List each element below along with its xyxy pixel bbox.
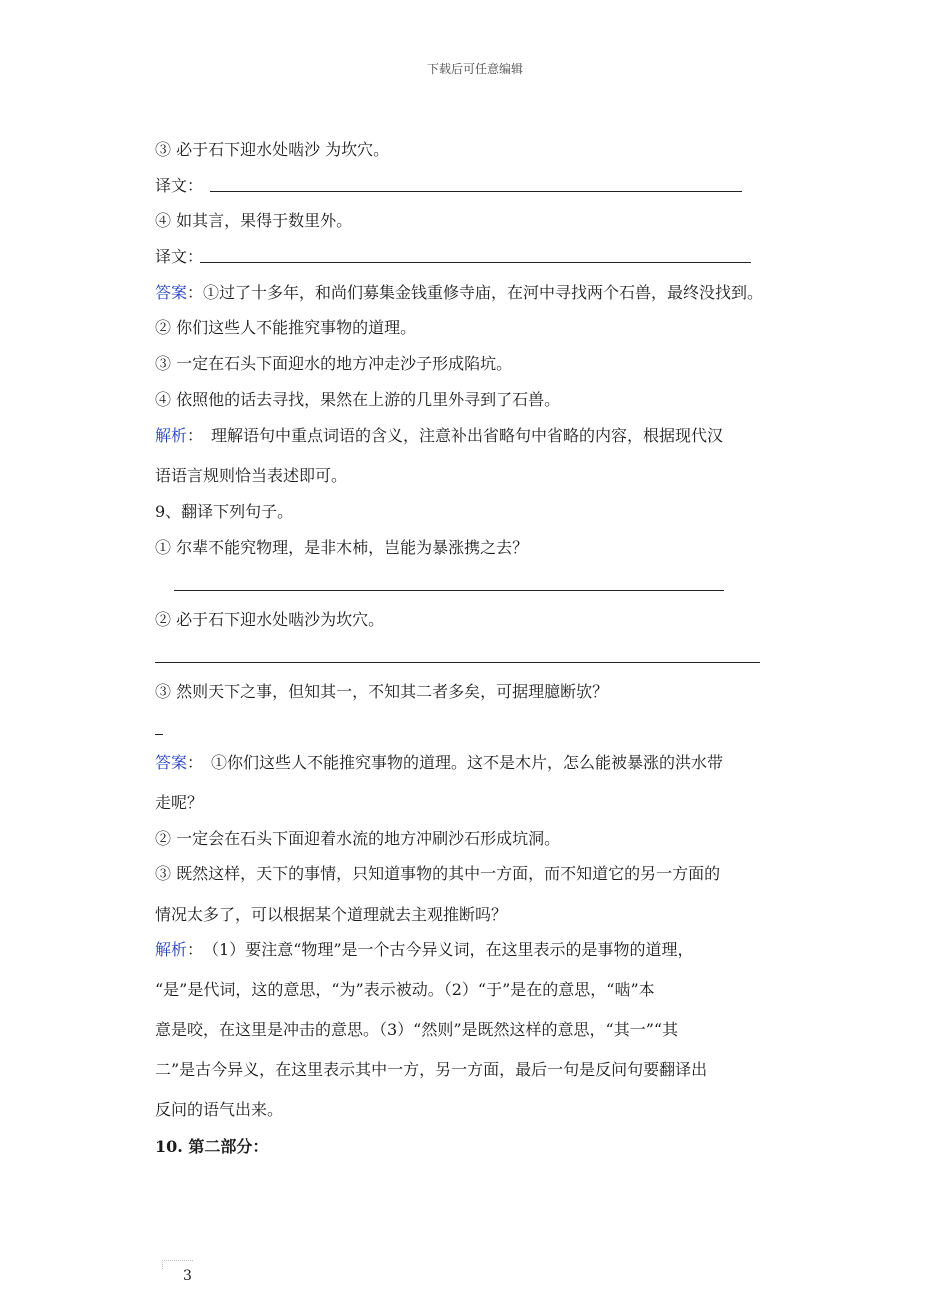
answer-9-line-1a: ： ①你们这些人不能推究事物的道理。这不是木片，怎么能被暴涨的洪水带	[187, 753, 724, 772]
answer-9-paragraph	[155, 753, 723, 773]
analysis-9-line-2: “是”是代词，这的意思，“为”表示被动。（2）“于”是在的意思，“啮”本	[155, 980, 655, 999]
question-4-text: ④ 如其言，果得于数里外。	[155, 211, 353, 230]
question-9-sentence-2: ② 必于石下迎水处啮沙为坎穴。	[155, 610, 385, 629]
answer-blank-line-1	[210, 191, 742, 192]
answer-9-line-2: ② 一定会在石头下面迎着水流的地方冲刷沙石形成坑洞。	[155, 829, 561, 848]
answer-label: 答案	[155, 283, 188, 302]
analysis-9-label: 解析	[155, 940, 188, 959]
translation-label-2: 译文：	[155, 247, 204, 266]
analysis-label: 解析	[155, 426, 188, 445]
answer-blank-line-3	[174, 590, 724, 591]
answer-blank-line-2	[200, 262, 751, 263]
analysis-9-line-5: 反问的语气出来。	[155, 1100, 284, 1119]
answer-9-line-3a: ③ 既然这样，天下的事情，只知道事物的其中一方面，而不知道它的另一方面的	[155, 864, 721, 883]
answer-line-3: ③ 一定在石头下面迎水的地方冲走沙子形成陷坑。	[155, 354, 513, 373]
analysis-paragraph-1	[155, 426, 723, 446]
answer-line-1: ：①过了十多年，和尚们募集金钱重修寺庙，在河中寻找两个石兽，最终没找到。	[187, 283, 764, 302]
answer-9-line-1b: 走呢？	[155, 793, 204, 812]
question-10-heading: 10. 第二部分：	[155, 1137, 269, 1156]
question-9-heading: 9、翻译下列句子。	[155, 502, 294, 521]
answer-9-line-3b: 情况太多了，可以根据某个道理就去主观推断吗？	[155, 905, 508, 924]
analysis-line-1: ： 理解语句中重点词语的含义，注意补出省略句中省略的内容，根据现代汉	[187, 426, 724, 445]
question-9-sentence-1: ① 尔辈不能究物理，是非木杮，岂能为暴涨携之去？	[155, 538, 529, 557]
answer-paragraph-1	[155, 283, 763, 303]
analysis-9-line-4: 二”是古今异义，在这里表示其中一方，另一方面，最后一句是反问句要翻译出	[155, 1060, 708, 1079]
answer-blank-line-5	[155, 734, 163, 735]
page-number: 3	[183, 1268, 192, 1284]
answer-blank-line-4	[155, 662, 760, 663]
answer-line-4: ④ 依照他的话去寻找，果然在上游的几里外寻到了石兽。	[155, 390, 561, 409]
question-9-sentence-3: ③ 然则天下之事，但知其一，不知其二者多矣，可据理臆断欤？	[155, 682, 609, 701]
analysis-9-paragraph	[155, 940, 694, 960]
question-3-text: ③ 必于石下迎水处啮沙 为坎穴。	[155, 140, 390, 159]
translation-label-1: 译文：	[155, 176, 204, 195]
answer-9-label: 答案	[155, 753, 188, 772]
analysis-9-line-1: ： （1）要注意“物理”是一个古今异义词，在这里表示的是事物的道理，	[187, 940, 694, 959]
analysis-9-line-3: 意是咬，在这里是冲击的意思。（3）“然则”是既然这样的意思，“其一”“其	[155, 1020, 679, 1039]
analysis-line-2: 语语言规则恰当表述即可。	[155, 466, 348, 485]
page-header: 下载后可任意编辑	[426, 62, 523, 76]
answer-line-2: ② 你们这些人不能推究事物的道理。	[155, 318, 417, 337]
